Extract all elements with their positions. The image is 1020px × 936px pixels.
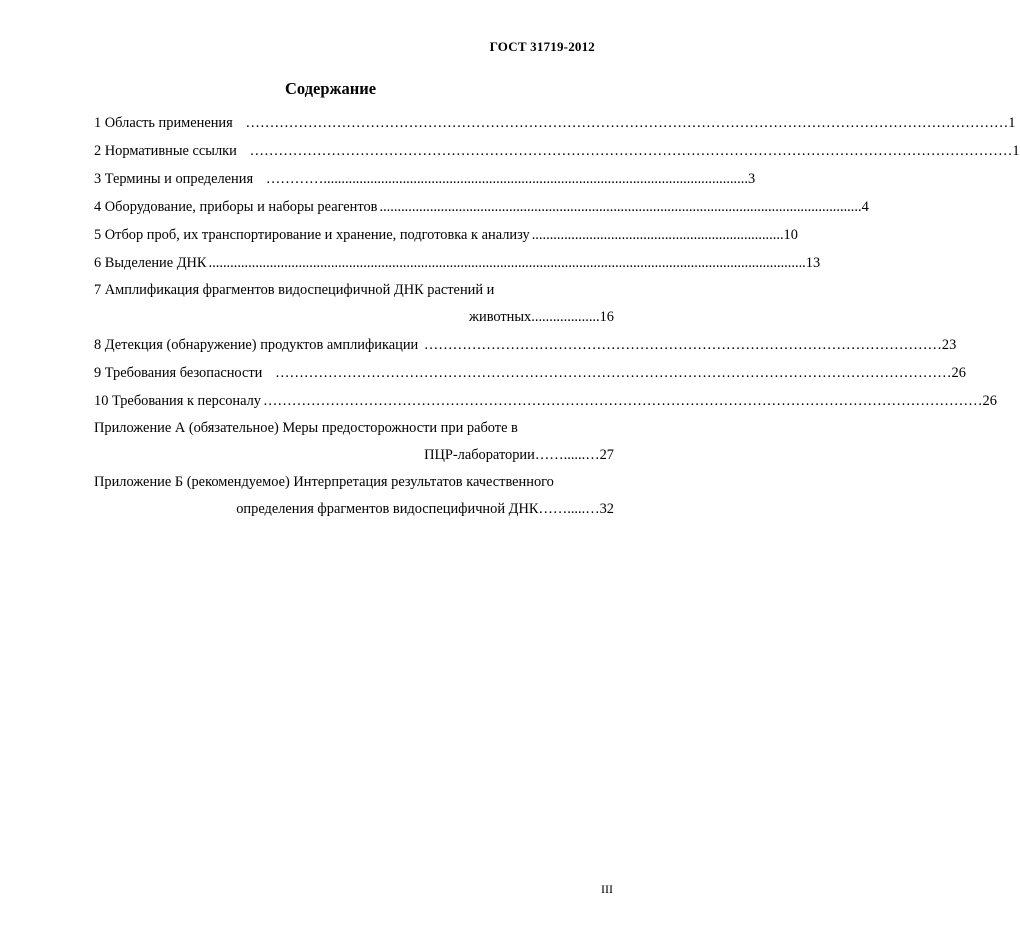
leader-dots: …………………………………………………………………………………………………………………………… [264,365,952,381]
leader-dots: …………...................................................................................................................... [255,171,748,187]
leader-dots: …………………………………………………………………………………………………………………………………………… [234,115,1009,131]
toc-entry-label: 3 Термины и определения [94,171,254,187]
toc-entry[interactable] [94,221,798,249]
leader-dots: ...................................................................................................................................................................... [208,255,806,271]
toc-entry[interactable] [94,277,614,331]
toc-entry-label: Приложение Б (рекомендуемое) Интерпретация результатов качественного [94,474,554,490]
toc-entry-label: 4 Оборудование, приборы и наборы реагентов [94,199,378,215]
toc-page-number: 32 [599,501,614,517]
table-of-contents [94,109,1020,523]
leader-dots: ...................................................................... [531,227,784,243]
toc-page-number: 3 [747,171,756,187]
toc-entry-label-continued: определения фрагментов видоспецифичной ДНК [236,501,539,517]
leader-dots: ................... [531,309,600,325]
toc-entry-label: 1 Область применения [94,115,233,131]
toc-page-number: 1 [1012,143,1020,159]
toc-entry[interactable] [94,137,1020,165]
toc-entry[interactable] [94,165,756,193]
toc-entry-label: 6 Выделение ДНК [94,255,207,271]
leader-dots: …….....… [538,501,600,517]
toc-entry-label: 5 Отбор проб, их транспортирование и хранение, подготовка к анализу [94,227,530,243]
toc-entry[interactable] [94,415,614,469]
toc-page-number: 27 [599,447,614,463]
toc-entry-label-continued: животных [469,309,532,325]
toc-page-number: 4 [861,199,869,215]
leader-dots: …………………………………………………………………………………………………………………………………………… [238,143,1013,159]
toc-entry[interactable] [94,331,957,359]
toc-entry-label: 9 Требования безопасности [94,365,263,381]
toc-entry-label: 10 Требования к персоналу [94,393,261,409]
toc-entry[interactable] [94,249,821,277]
leader-dots: …………………………………………………………………………………………………………………………………… [263,393,983,409]
standard-number: ГОСТ 31719-2012 [489,39,595,54]
leader-dots: ……………………………………………………………………………………………… [420,337,942,353]
toc-page-number: 26 [951,365,966,381]
page-title: Содержание [284,79,377,98]
toc-entry[interactable] [94,359,966,387]
toc-entry-label: Приложение А (обязательное) Меры предосторожности при работе в [94,420,518,436]
toc-entry[interactable] [94,469,614,523]
toc-entry-label: 8 Детекция (обнаружение) продуктов амплификации [94,337,419,353]
toc-page-number: 10 [783,227,798,243]
page-number: III [601,882,613,896]
leader-dots: ...................................................................................................................................... [379,199,862,215]
toc-entry-label: 2 Нормативные ссылки [94,143,237,159]
toc-entry-label-continued: ПЦР-лаборатории [424,447,535,463]
toc-page-number: 13 [805,255,821,271]
toc-page-number: 16 [599,309,614,325]
leader-dots: ……......… [534,447,600,463]
toc-page-number: 23 [941,337,957,353]
toc-page-number: 1 [1008,115,1016,131]
toc-entry[interactable] [94,109,1016,137]
toc-entry-label: 7 Амплификация фрагментов видоспецифичной ДНК растений и [94,282,495,298]
toc-entry[interactable] [94,193,869,221]
toc-entry[interactable] [94,387,997,415]
toc-page-number: 26 [982,393,997,409]
